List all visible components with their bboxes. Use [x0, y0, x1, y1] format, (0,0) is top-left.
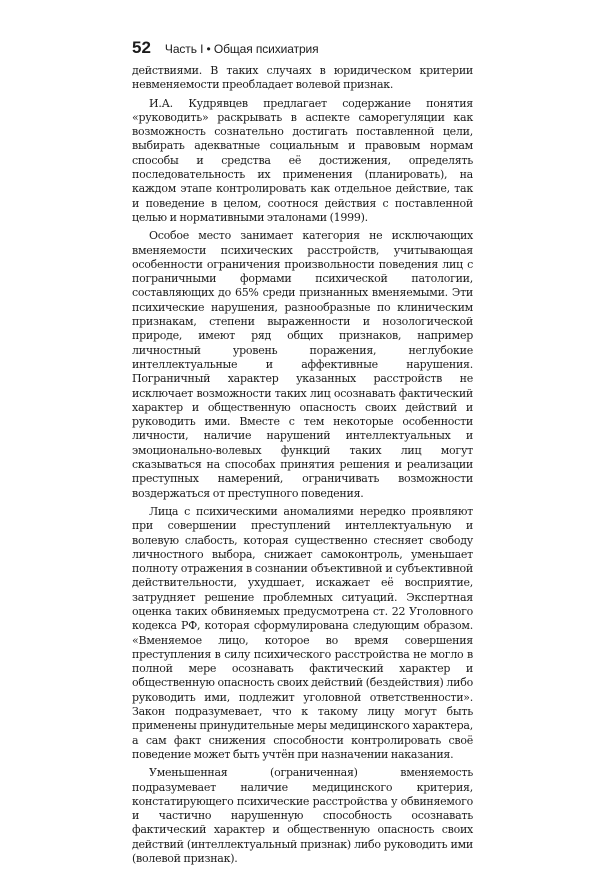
page-header — [132, 38, 472, 58]
paragraph: Уменьшенная (ограниченная) вменяемость подразумевает наличие медицинского критерия, констатирующего психические расстройства у обвиняемого и частично нарушенную способность осознавать фактический характер и общественную опасность своих действий (интеллектуальный признак) либо руководить ими (волевой признак). — [132, 766, 473, 866]
body-text — [132, 64, 473, 870]
paragraph: действиями. В таких случаях в юридическом критерии невменяемости преобладает волевой признак. — [132, 64, 473, 92]
paragraph: Особое место занимает категория не исключающих вменяемости психических расстройств, учитывающая особенности ограничения произвольности поведения лиц с пограничными формами психической патологии, составляющих до 65% среди признанных вменяемыми. Эти психические нарушения, разнообразные по клиническим признакам, степени выраженности и нозологической природе, имеют ряд общих признаков, например личностный уровень поражения, неглубокие интеллектуальные и аффективные нарушения. Пограничный характер указанных расстройств не исключает возможности таких лиц осознавать фактический характер и общественную опасность своих действий и руководить ими. Вместе с тем некоторые особенности личности, наличие нарушений интеллектуальных и эмоционально-волевых функций таких лиц могут сказываться на способах принятия решения и реализации преступных намерений, ограничивать возможности воздержаться от преступного поведения. — [132, 229, 473, 500]
paragraph: Лица с психическими аномалиями нередко проявляют при совершении преступлений интеллектуальную и волевую слабость, которая существенно стесняет свободу личностного выбора, снижает самоконтроль, уменьшает полноту отражения в сознании объективной и субъективной действительности, ухудшает, искажает её восприятие, затрудняет решение проблемных ситуаций. Экспертная оценка таких обвиняемых предусмотрена ст. 22 Уголовного кодекса РФ, которая сформулирована следующим образом. «Вменяемое лицо, которое во время совершения преступления в силу психического расстройства не могло в полной мере осознавать фактический характер и общественную опасность своих действий (бездействия) либо руководить ими, подлежит уголовной ответственности». Закон подразумевает, что к такому лицу могут быть применены принудительные меры медицинского характера, а сам факт снижения способности контролировать своё поведение может быть учтён при назначении наказания. — [132, 504, 473, 761]
page-number: 52 — [132, 38, 151, 57]
paragraph: И.А. Кудрявцев предлагает содержание понятия «руководить» раскрывать в аспекте саморегуляции как возможность сознательно достигать поставленной цели, выбирать адекватные социальным и правовым нормам способы и средства её достижения, определять последовательность их применения (планировать), на каждом этапе контролировать как отдельное действие, так и поведение в целом, соотнося действия с поставленной целью и нормативными эталонами (1999). — [132, 96, 473, 224]
running-head: Часть I • Общая психиатрия — [164, 42, 319, 56]
